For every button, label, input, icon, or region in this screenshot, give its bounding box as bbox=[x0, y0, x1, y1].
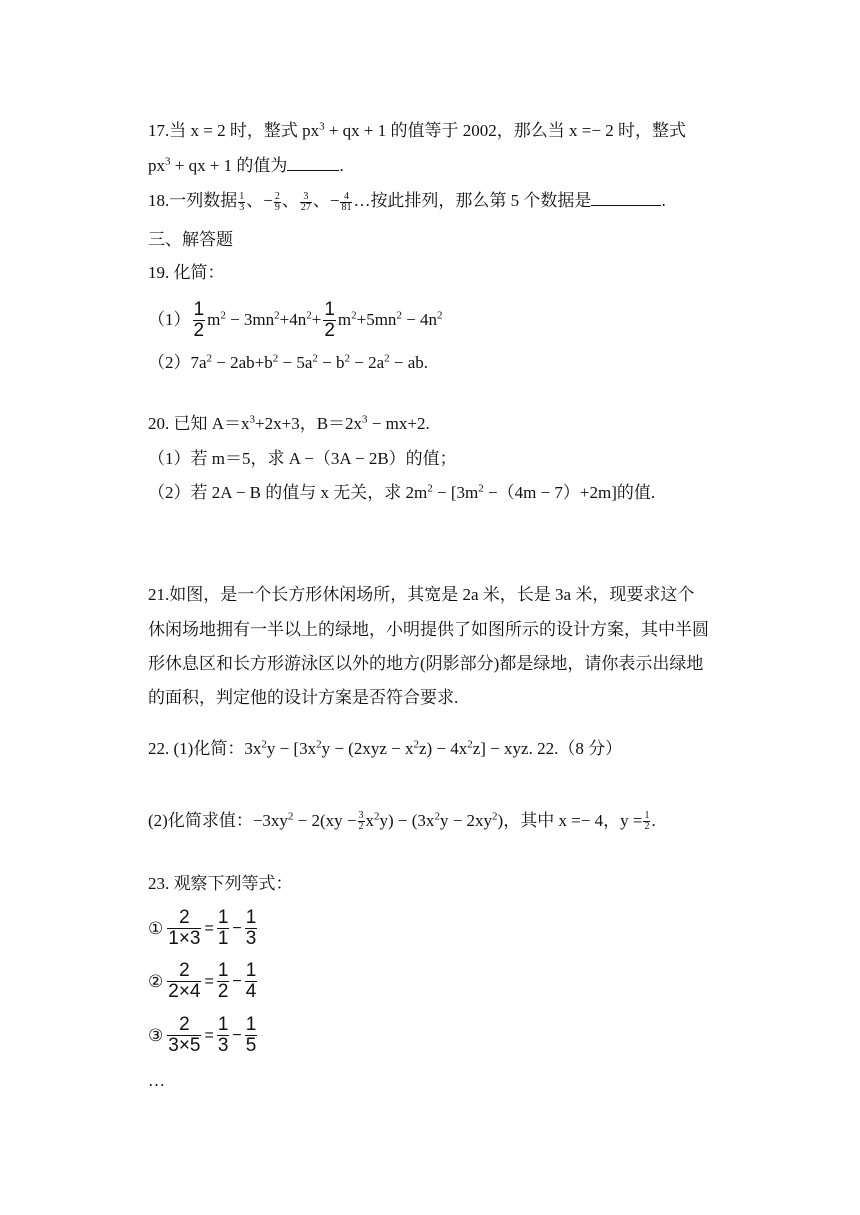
numerator: 1 bbox=[245, 907, 257, 928]
denominator: 1 bbox=[217, 928, 229, 949]
circled-number: ② bbox=[148, 971, 164, 991]
exponent: 2 bbox=[272, 352, 279, 365]
q21-line2: 休闲场地拥有一半以上的绿地，小明提供了如图所示的设计方案，其中半圆 bbox=[148, 620, 709, 639]
denominator: 3×5 bbox=[168, 1035, 201, 1056]
q19-part2 bbox=[148, 352, 428, 374]
denominator: 2 bbox=[358, 820, 364, 832]
fraction bbox=[193, 300, 206, 341]
term: − ab. bbox=[389, 353, 429, 372]
exponent: 2 bbox=[306, 309, 312, 322]
numerator: 3 bbox=[358, 809, 364, 821]
exponent: 2 bbox=[220, 309, 226, 322]
q20-text: +2x+3，B＝2x bbox=[255, 414, 363, 433]
denominator: 2 bbox=[644, 820, 650, 832]
equation-3 bbox=[148, 1015, 259, 1056]
q22-text: 22. (1)化简：3x bbox=[148, 739, 262, 758]
q22-text: z) − 4x bbox=[418, 739, 468, 758]
q22-text: . bbox=[651, 811, 656, 830]
fraction bbox=[238, 192, 245, 213]
denominator: 1×3 bbox=[168, 928, 201, 949]
numerator: 1 bbox=[245, 1014, 257, 1035]
q18-text: 18.一列数据 bbox=[148, 191, 238, 210]
term: +4n bbox=[279, 310, 307, 329]
q22-part2 bbox=[148, 804, 656, 838]
equals-sign: = bbox=[204, 972, 214, 990]
exponent: 2 bbox=[437, 309, 443, 322]
exponent: 2 bbox=[478, 482, 484, 495]
exponent: 2 bbox=[384, 352, 390, 365]
equals-sign: = bbox=[204, 1026, 214, 1044]
fraction bbox=[274, 192, 281, 213]
numerator: 1 bbox=[245, 960, 257, 981]
exponent: 3 bbox=[249, 413, 256, 426]
fraction bbox=[323, 300, 336, 341]
fraction bbox=[167, 961, 201, 1002]
q18-text: . bbox=[661, 191, 666, 210]
ellipsis: … bbox=[148, 1071, 165, 1090]
term: − b bbox=[317, 353, 345, 372]
numerator: 2 bbox=[167, 1015, 201, 1036]
fraction bbox=[300, 192, 312, 213]
circled-number: ① bbox=[148, 918, 164, 938]
q23-title: 23. 观察下列等式： bbox=[148, 874, 293, 893]
numerator: 2 bbox=[167, 961, 201, 982]
fraction bbox=[245, 908, 258, 949]
q20-text: − mx+2. bbox=[367, 414, 430, 433]
fraction bbox=[358, 811, 365, 832]
section-heading: 三、解答题 bbox=[148, 230, 233, 249]
q18-text: …按此排列，那么第 5 个数据是 bbox=[353, 191, 592, 210]
q17-line1 bbox=[148, 120, 686, 142]
q20-text: 20. 已知 A＝x bbox=[148, 414, 250, 433]
numerator: 1 bbox=[217, 960, 229, 981]
fraction bbox=[217, 1015, 230, 1056]
exponent: 2 bbox=[413, 738, 419, 751]
denominator: 3 bbox=[217, 1035, 229, 1056]
exponent: 2 bbox=[427, 482, 433, 495]
denominator: 27 bbox=[300, 201, 311, 213]
q19-title: 19. 化简： bbox=[148, 263, 225, 282]
term: 7a bbox=[190, 353, 207, 372]
q22-part1 bbox=[148, 738, 622, 760]
denominator: 2 bbox=[217, 981, 229, 1002]
q18-text: 、− bbox=[312, 191, 340, 210]
q22-text: y − 2xy bbox=[439, 811, 493, 830]
q22-text: (2)化简求值：−3xy bbox=[148, 811, 288, 830]
numerator: 1 bbox=[239, 190, 245, 202]
answer-blank[interactable] bbox=[591, 191, 661, 206]
equals-sign: = bbox=[204, 919, 214, 937]
q22-text: − 2(xy − bbox=[293, 811, 357, 830]
exponent: 3 bbox=[362, 413, 368, 426]
q22-text: z] − xyz. 22.（8 分） bbox=[472, 739, 623, 758]
minus-sign: − bbox=[232, 919, 242, 937]
numerator: 1 bbox=[217, 907, 229, 928]
term: +5mn bbox=[356, 310, 397, 329]
exponent: 3 bbox=[319, 120, 325, 133]
q17-text: px bbox=[148, 156, 165, 175]
circled-number: ③ bbox=[148, 1025, 164, 1045]
denominator: 3 bbox=[245, 928, 257, 949]
q22-text: y − (2xyz − x bbox=[321, 739, 414, 758]
term: − 3mn bbox=[225, 310, 275, 329]
exponent: 3 bbox=[165, 155, 171, 168]
exponent: 2 bbox=[312, 352, 318, 365]
term: − 2a bbox=[350, 353, 385, 372]
exponent: 2 bbox=[351, 309, 357, 322]
term: − 5a bbox=[278, 353, 313, 372]
exponent: 2 bbox=[492, 810, 498, 823]
exponent: 2 bbox=[374, 810, 380, 823]
exponent: 2 bbox=[274, 309, 280, 322]
q17-line2 bbox=[148, 155, 344, 177]
exponent: 2 bbox=[287, 810, 294, 823]
q21-line1: 21.如图，是一个长方形休闲场所，其宽是 2a 米，长是 3a 米，现要求这个 bbox=[148, 585, 695, 604]
q22-text: x bbox=[365, 811, 375, 830]
part-label: （1） bbox=[148, 310, 191, 329]
q17-text: 17.当 x = 2 时，整式 px bbox=[148, 121, 320, 140]
term: − 4n bbox=[401, 310, 438, 329]
denominator: 2×4 bbox=[168, 981, 201, 1002]
numerator: 2 bbox=[167, 908, 201, 929]
exponent: 2 bbox=[261, 738, 267, 751]
q21-line3: 形休息区和长方形游泳区以外的地方(阴影部分)都是绿地，请你表示出绿地 bbox=[148, 654, 704, 673]
exponent: 2 bbox=[344, 352, 351, 365]
fraction bbox=[340, 192, 352, 213]
fraction bbox=[167, 908, 201, 949]
fraction bbox=[245, 1015, 258, 1056]
q18-line bbox=[148, 190, 666, 213]
exponent: 2 bbox=[206, 352, 213, 365]
q20-line1 bbox=[148, 413, 430, 435]
exponent: 2 bbox=[396, 309, 402, 322]
numerator: 1 bbox=[324, 298, 335, 320]
fraction bbox=[217, 908, 230, 949]
denominator: 4 bbox=[245, 981, 257, 1002]
q20-part2 bbox=[148, 482, 655, 504]
answer-blank[interactable] bbox=[287, 156, 339, 171]
denominator: 3 bbox=[239, 201, 245, 213]
q20-part1: （1）若 m＝5，求 A −（3A − 2B）的值； bbox=[148, 449, 457, 468]
q19-part1 bbox=[148, 300, 443, 340]
equation-2 bbox=[148, 961, 259, 1002]
denominator: 9 bbox=[274, 201, 280, 213]
part-label: （2） bbox=[148, 353, 191, 372]
term: m bbox=[337, 310, 352, 329]
denominator: 5 bbox=[245, 1035, 257, 1056]
exponent: 2 bbox=[316, 738, 322, 751]
numerator: 3 bbox=[300, 192, 312, 203]
fraction bbox=[245, 961, 258, 1002]
numerator: 1 bbox=[217, 1014, 229, 1035]
exponent: 2 bbox=[434, 810, 440, 823]
term: + bbox=[311, 310, 322, 329]
q22-text: y) − (3x bbox=[379, 811, 435, 830]
fraction bbox=[167, 1015, 201, 1056]
q21-line4: 的面积，判定他的设计方案是否符合要求. bbox=[148, 688, 459, 707]
q18-text: 、 bbox=[281, 191, 299, 210]
denominator: 81 bbox=[341, 201, 352, 213]
denominator: 2 bbox=[193, 319, 205, 341]
q20-text: −（4m − 7）+2m]的值. bbox=[483, 483, 656, 502]
q17-text: . bbox=[339, 156, 344, 175]
numerator: 2 bbox=[274, 190, 280, 202]
minus-sign: − bbox=[232, 972, 242, 990]
q22-text: y − [3x bbox=[266, 739, 317, 758]
numerator: 1 bbox=[644, 809, 650, 821]
denominator: 2 bbox=[324, 319, 335, 341]
exponent: 2 bbox=[467, 738, 473, 751]
q22-text: )，其中 x =− 4，y = bbox=[497, 811, 643, 830]
q18-text: 、− bbox=[246, 191, 273, 210]
q17-text: + qx + 1 的值为 bbox=[170, 156, 288, 175]
minus-sign: − bbox=[232, 1026, 242, 1044]
fraction bbox=[217, 961, 230, 1002]
term: m bbox=[207, 310, 221, 329]
equation-1 bbox=[148, 908, 259, 949]
q17-text: + qx + 1 的值等于 2002，那么当 x =− 2 时，整式 bbox=[324, 121, 686, 140]
q20-text: − [3m bbox=[432, 483, 479, 502]
fraction bbox=[643, 811, 650, 832]
term: − 2ab+b bbox=[212, 353, 273, 372]
numerator: 1 bbox=[193, 298, 205, 320]
numerator: 4 bbox=[340, 192, 352, 203]
q20-text: （2）若 2A − B 的值与 x 无关，求 2m bbox=[148, 483, 428, 502]
